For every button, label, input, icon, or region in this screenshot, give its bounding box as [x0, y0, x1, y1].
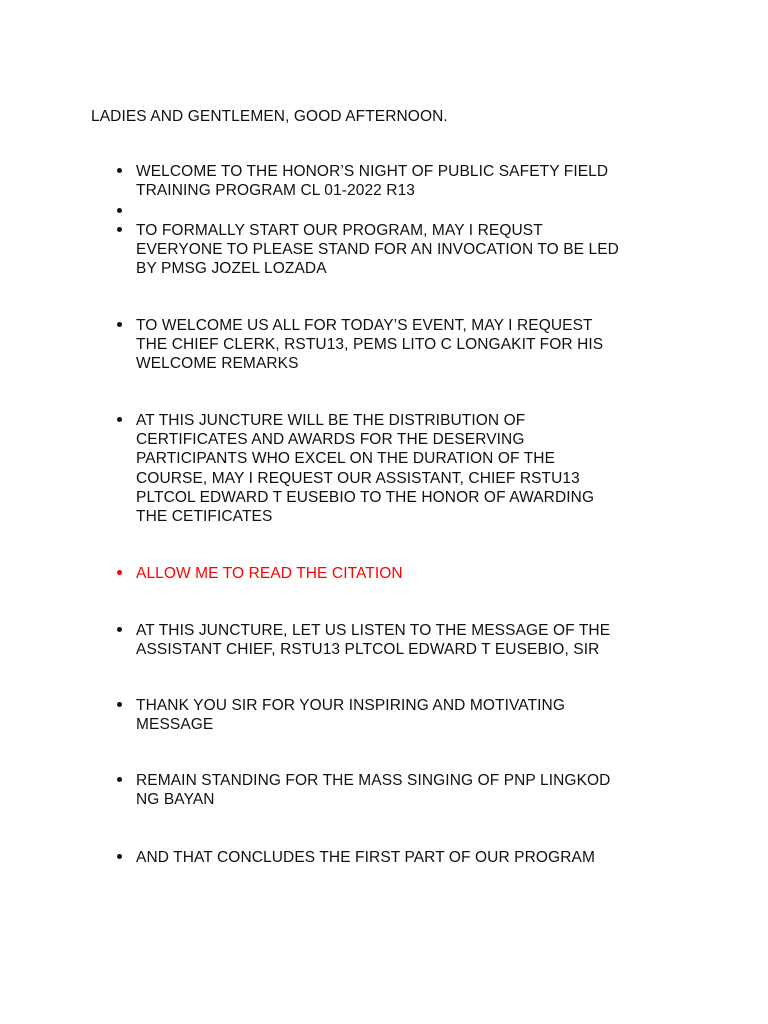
list-item [136, 696, 696, 734]
item-line: THANK YOU SIR FOR YOUR INSPIRING AND MOTIVATING [136, 697, 565, 714]
greeting-heading: LADIES AND GENTLEMEN, GOOD AFTERNOON. [91, 108, 448, 125]
item-line: EVERYONE TO PLEASE STAND FOR AN INVOCATION TO BE LED [136, 241, 619, 259]
item-line: TRAINING PROGRAM CL 01-2022 R13 [136, 182, 416, 200]
item-line: WELCOME REMARKS [136, 355, 299, 373]
list-item [136, 621, 696, 659]
list-item [136, 316, 696, 374]
list-item [136, 411, 696, 526]
bullet-icon [114, 564, 124, 583]
item-line: AT THIS JUNCTURE WILL BE THE DISTRIBUTION OF [136, 412, 526, 429]
bullet-icon [114, 202, 124, 221]
bullet-icon [114, 621, 124, 640]
item-line: MESSAGE [136, 716, 214, 734]
item-line: TO WELCOME US ALL FOR TODAY’S EVENT, MAY I REQUEST [136, 317, 593, 334]
item-line: CERTIFICATES AND AWARDS FOR THE DESERVING [136, 431, 525, 449]
item-line: COURSE, MAY I REQUEST OUR ASSISTANT, CHIEF RSTU13 [136, 469, 580, 487]
item-line: REMAIN STANDING FOR THE MASS SINGING OF PNP LINGKOD [136, 772, 611, 789]
item-line: AND THAT CONCLUDES THE FIRST PART OF OUR PROGRAM [136, 849, 595, 866]
item-line: PARTICIPANTS WHO EXCEL ON THE DURATION OF THE [136, 450, 556, 468]
bullet-icon [114, 162, 124, 181]
bullet-icon [114, 316, 124, 335]
item-line: TO FORMALLY START OUR PROGRAM, MAY I REQUST [136, 222, 543, 239]
list-item-empty [136, 202, 696, 221]
bullet-icon [114, 771, 124, 790]
bullet-icon [114, 848, 124, 867]
bullet-icon [114, 411, 124, 430]
bullet-icon [114, 221, 124, 240]
list-item [136, 848, 696, 867]
item-line: ASSISTANT CHIEF, RSTU13 PLTCOL EDWARD T EUSEBIO, SIR [136, 641, 600, 659]
item-line: ALLOW ME TO READ THE CITATION [136, 565, 403, 582]
item-line: THE CETIFICATES [136, 508, 273, 526]
item-line: THE CHIEF CLERK, RSTU13, PEMS LITO C LONGAKIT FOR HIS [136, 336, 604, 354]
bullet-icon [114, 696, 124, 715]
list-item [136, 771, 696, 809]
item-line: WELCOME TO THE HONOR’S NIGHT OF PUBLIC SAFETY FIELD [136, 163, 609, 180]
item-line: PLTCOL EDWARD T EUSEBIO TO THE HONOR OF AWARDING [136, 488, 595, 506]
item-line: BY PMSG JOZEL LOZADA [136, 260, 327, 278]
list-item [136, 162, 696, 200]
list-item-highlighted [136, 564, 696, 583]
item-line: NG BAYAN [136, 791, 215, 809]
item-line: AT THIS JUNCTURE, LET US LISTEN TO THE MESSAGE OF THE [136, 622, 611, 639]
list-item [136, 221, 696, 279]
